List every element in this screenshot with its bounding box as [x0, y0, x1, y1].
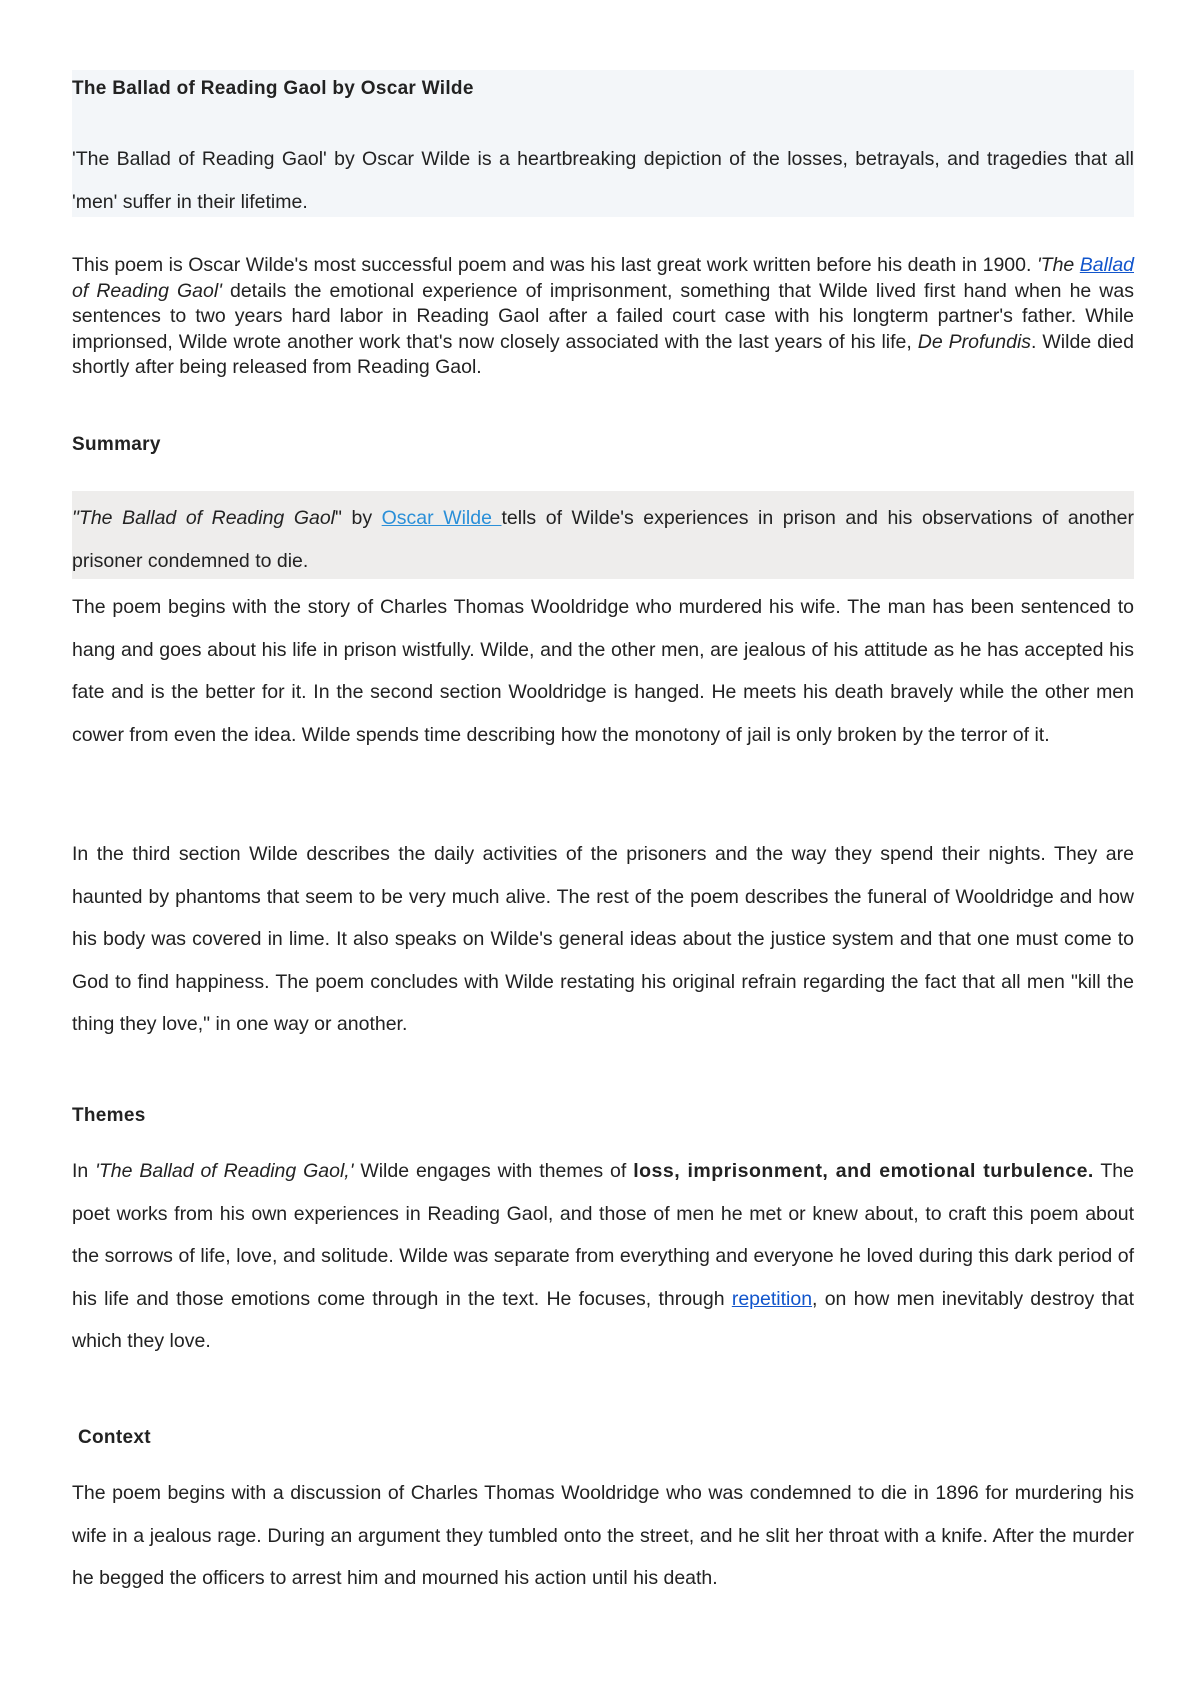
- context-paragraph: The poem begins with a discussion of Charles Thomas Wooldridge who was condemned to die in 1896 for murdering his wife in a jealous rage. During an argument they tumbled onto the street, and he slit her throat with a knife. After the murder he begged the officers to arrest him and mourned his action until his death.: [72, 1482, 1134, 1589]
- summary-box: [72, 491, 1134, 579]
- context-heading: Context: [78, 1427, 151, 1448]
- themes-engages: Wilde engages with themes of: [353, 1160, 634, 1182]
- themes-end: , on how men inevitably destroy that which they love.: [72, 1287, 1134, 1352]
- intro-box: [72, 70, 1134, 217]
- themes-in: In: [72, 1160, 96, 1182]
- summary-by: " by: [335, 507, 382, 529]
- third-section-paragraph: In the third section Wilde describes the daily activities of the prisoners and the way they spend their nights. They are haunted by phantoms that seem to be very much alive. The rest of the poem describes the funeral of Wooldridge and how his body was covered in lime. It also speaks on Wilde's general ideas about the justice system and that one must come to God to find happiness. The poem concludes with Wilde restating his original refrain regarding the fact that all men "kill the thing they love," in one way or another.: [72, 843, 1134, 1035]
- about-text-3: . Wilde died shortly after being released from Reading Gaol.: [72, 330, 1134, 378]
- repetition-link[interactable]: repetition: [731, 1287, 813, 1310]
- summary-poem-title: "The Ballad of Reading Gaol: [72, 507, 336, 529]
- story-paragraph: The poem begins with the story of Charles Thomas Wooldridge who murdered his wife. The man has been sentenced to hang and goes about his life in prison wistfully. Wilde, and the other men, are jealous of his attitude as he has accepted his fate and is the better for it. In the second section Wooldridge is hanged. He meets his death bravely while the other men cower from even the idea. Wilde spends time describing how the monotony of jail is only broken by the terror of it.: [72, 596, 1134, 746]
- themes-body: The poet works from his own experiences in Reading Gaol, and those of men he met or knew about, to craft this poem about the sorrows of life, love, and solitude. Wilde was separate from everything and everyone he loved during this dark period of his life and those emotions come through in the text. He focuses, through: [72, 1160, 1134, 1310]
- themes-heading: Themes: [72, 1105, 146, 1126]
- themes-bold-list: loss, imprisonment, and emotional turbulence.: [633, 1160, 1094, 1182]
- oscar-wilde-link[interactable]: Oscar Wilde: [381, 507, 502, 529]
- themes-paragraph: [72, 1150, 1134, 1363]
- about-paragraph: [72, 253, 1134, 381]
- intro-paragraph: 'The Ballad of Reading Gaol' by Oscar Wilde is a heartbreaking depiction of the losses, betrayals, and tragedies that all 'men' suffer in their lifetime.: [72, 148, 1134, 213]
- poem-title-open: 'The: [1036, 254, 1080, 276]
- ballad-link[interactable]: Ballad: [1079, 254, 1135, 276]
- poem-title-close: of Reading Gaol': [72, 279, 222, 302]
- themes-poem-title: 'The Ballad of Reading Gaol,': [95, 1160, 354, 1182]
- about-text-2: details the emotional experience of imprisonment, something that Wilde lived first hand when he was sentences to two years hard labor in Reading Gaol after a failed court case with his longterm partner's father. While imprionsed, Wilde wrote another work that's now closely associated with the last years of his life,: [72, 279, 1134, 353]
- de-profundis-title: De Profundis: [917, 330, 1032, 353]
- page-title: The Ballad of Reading Gaol by Oscar Wilde: [72, 78, 474, 99]
- summary-heading: Summary: [72, 434, 161, 455]
- summary-intro: [72, 497, 1134, 582]
- about-text-1: This poem is Oscar Wilde's most successful poem and was his last great work written before his death in 1900.: [72, 254, 1037, 276]
- summary-rest: tells of Wilde's experiences in prison and his observations of another prisoner condemned to die.: [72, 507, 1134, 572]
